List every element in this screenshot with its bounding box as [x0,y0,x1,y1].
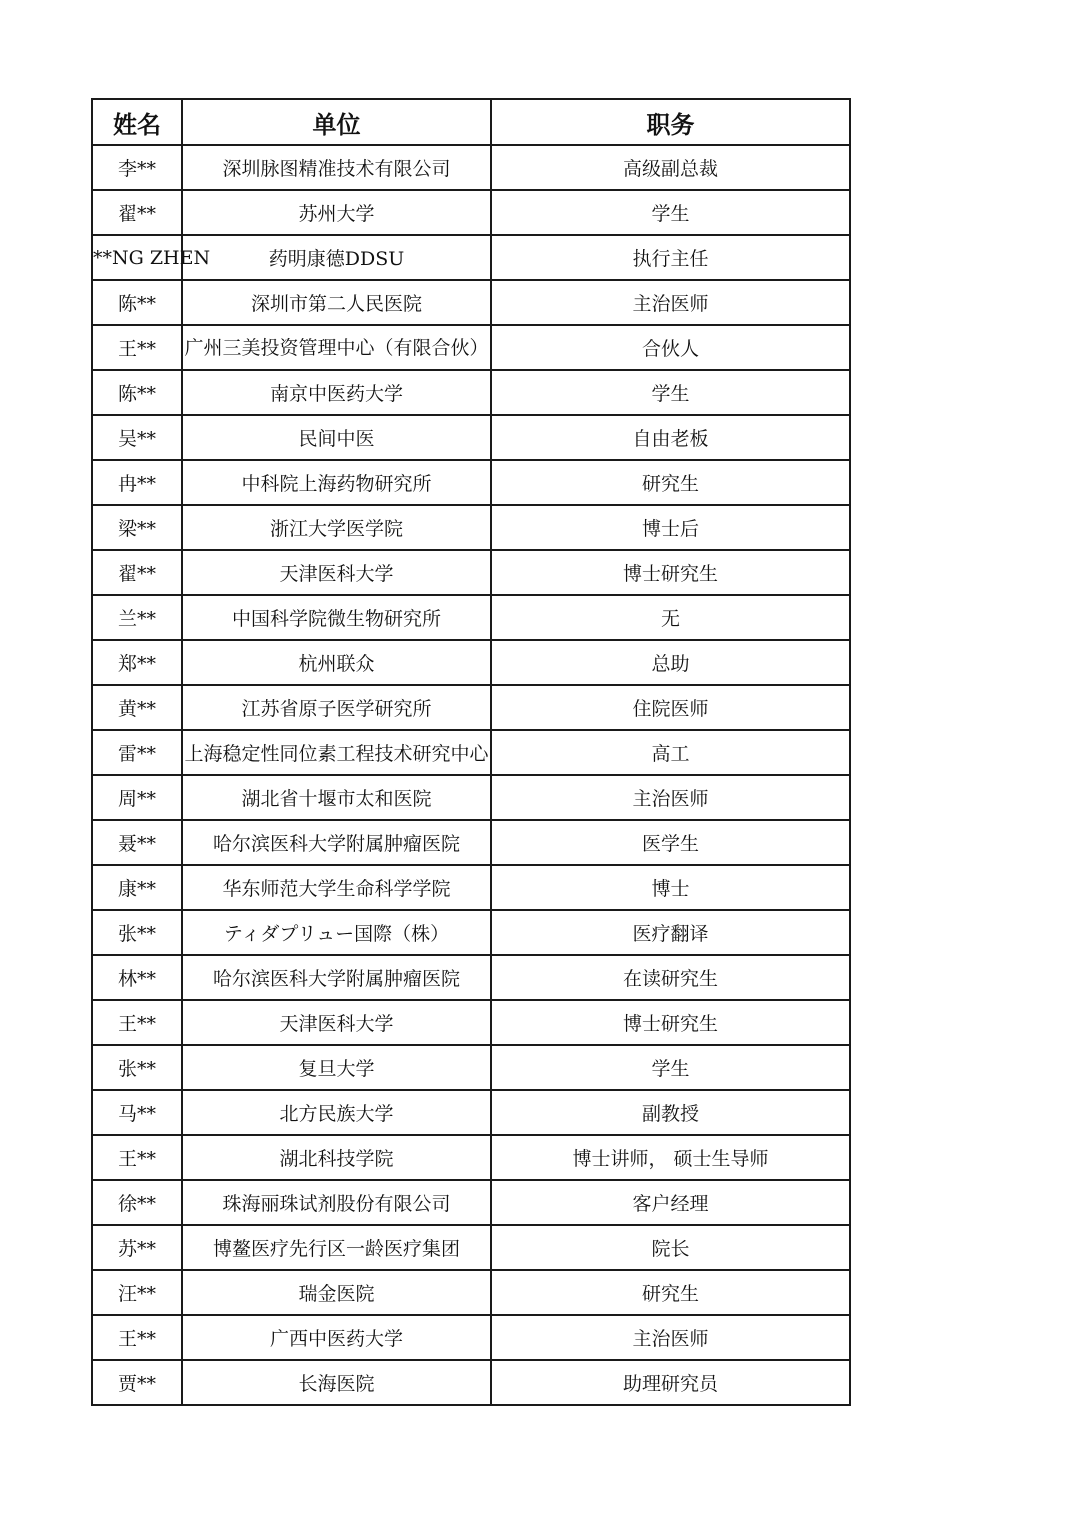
cell-position: 医学生 [491,820,850,865]
cell-name: 康** [92,865,182,910]
cell-organization: 杭州联众 [182,640,491,685]
cell-organization: 复旦大学 [182,1045,491,1090]
cell-organization: 深圳市第二人民医院 [182,280,491,325]
cell-position: 执行主任 [491,235,850,280]
cell-name: 徐** [92,1180,182,1225]
cell-organization: 天津医科大学 [182,550,491,595]
cell-position: 副教授 [491,1090,850,1135]
cell-name: 黄** [92,685,182,730]
cell-position: 学生 [491,190,850,235]
table-row [92,955,850,1000]
cell-name: 王** [92,1315,182,1360]
table-row [92,1000,850,1045]
cell-name: 陈** [92,370,182,415]
table-row [92,1360,850,1405]
cell-position: 医疗翻译 [491,910,850,955]
cell-name: 翟** [92,550,182,595]
cell-position: 博士研究生 [491,1000,850,1045]
cell-organization: 华东师范大学生命科学学院 [182,865,491,910]
cell-organization: 长海医院 [182,1360,491,1405]
table-header-row [92,99,850,145]
table-row [92,1090,850,1135]
cell-position: 无 [491,595,850,640]
cell-organization: 瑞金医院 [182,1270,491,1315]
cell-name: 陈** [92,280,182,325]
table-row [92,1180,850,1225]
cell-organization: 哈尔滨医科大学附属肿瘤医院 [182,820,491,865]
table-row [92,1135,850,1180]
cell-position: 客户经理 [491,1180,850,1225]
cell-name: 张** [92,910,182,955]
table-row [92,775,850,820]
cell-organization: 南京中医药大学 [182,370,491,415]
cell-position: 自由老板 [491,415,850,460]
cell-name: 张** [92,1045,182,1090]
header-organization: 单位 [182,99,491,145]
cell-name: 林** [92,955,182,1000]
header-name: 姓名 [92,99,182,145]
cell-organization: 湖北科技学院 [182,1135,491,1180]
cell-position: 主治医师 [491,280,850,325]
cell-organization: 广西中医药大学 [182,1315,491,1360]
cell-position: 博士研究生 [491,550,850,595]
cell-position: 博士后 [491,505,850,550]
table-row [92,595,850,640]
table-row [92,1225,850,1270]
cell-name: **NG ZHEN [92,235,182,280]
cell-name: 马** [92,1090,182,1135]
table-row [92,550,850,595]
table-row [92,640,850,685]
cell-position: 学生 [491,370,850,415]
cell-name: 王** [92,1135,182,1180]
header-position: 职务 [491,99,850,145]
table-row [92,460,850,505]
table-row [92,910,850,955]
attendee-table [91,98,851,1406]
cell-organization: 浙江大学医学院 [182,505,491,550]
cell-position: 助理研究员 [491,1360,850,1405]
cell-organization: 中科院上海药物研究所 [182,460,491,505]
cell-organization: ティダプリュー国際（株） [182,910,491,955]
cell-name: 贾** [92,1360,182,1405]
cell-position: 总助 [491,640,850,685]
cell-organization: 广州三美投资管理中心（有限合伙） [182,325,491,370]
table-row [92,325,850,370]
cell-position: 主治医师 [491,775,850,820]
cell-name: 汪** [92,1270,182,1315]
cell-position: 学生 [491,1045,850,1090]
cell-organization: 珠海丽珠试剂股份有限公司 [182,1180,491,1225]
cell-position: 住院医师 [491,685,850,730]
cell-name: 吴** [92,415,182,460]
cell-name: 聂** [92,820,182,865]
cell-organization: 中国科学院微生物研究所 [182,595,491,640]
cell-name: 兰** [92,595,182,640]
cell-position: 研究生 [491,1270,850,1315]
cell-name: 周** [92,775,182,820]
cell-organization: 苏州大学 [182,190,491,235]
cell-organization: 上海稳定性同位素工程技术研究中心 [182,730,491,775]
cell-name: 翟** [92,190,182,235]
table-row [92,1315,850,1360]
cell-name: 梁** [92,505,182,550]
cell-organization: 深圳脉图精准技术有限公司 [182,145,491,190]
table-row [92,730,850,775]
cell-organization: 天津医科大学 [182,1000,491,1045]
cell-organization: 江苏省原子医学研究所 [182,685,491,730]
cell-position: 在读研究生 [491,955,850,1000]
cell-name: 雷** [92,730,182,775]
table-row [92,685,850,730]
cell-position: 博士 [491,865,850,910]
cell-name: 王** [92,1000,182,1045]
table-row [92,190,850,235]
table-body [92,145,850,1405]
cell-organization: 药明康德DDSU [182,235,491,280]
table-row [92,820,850,865]
table-row [92,415,850,460]
table-row [92,1045,850,1090]
cell-name: 李** [92,145,182,190]
cell-position: 高级副总裁 [491,145,850,190]
cell-name: 王** [92,325,182,370]
cell-name: 苏** [92,1225,182,1270]
table-row [92,865,850,910]
cell-organization: 湖北省十堰市太和医院 [182,775,491,820]
table-row [92,280,850,325]
cell-position: 合伙人 [491,325,850,370]
table-row [92,145,850,190]
cell-organization: 博鳌医疗先行区一龄医疗集团 [182,1225,491,1270]
cell-position: 研究生 [491,460,850,505]
cell-position: 博士讲师， 硕士生导师 [491,1135,850,1180]
cell-organization: 哈尔滨医科大学附属肿瘤医院 [182,955,491,1000]
table-row [92,505,850,550]
cell-position: 院长 [491,1225,850,1270]
table-row [92,235,850,280]
cell-organization: 北方民族大学 [182,1090,491,1135]
cell-position: 主治医师 [491,1315,850,1360]
table-row [92,370,850,415]
cell-name: 郑** [92,640,182,685]
cell-organization: 民间中医 [182,415,491,460]
cell-position: 高工 [491,730,850,775]
cell-name: 冉** [92,460,182,505]
table-row [92,1270,850,1315]
